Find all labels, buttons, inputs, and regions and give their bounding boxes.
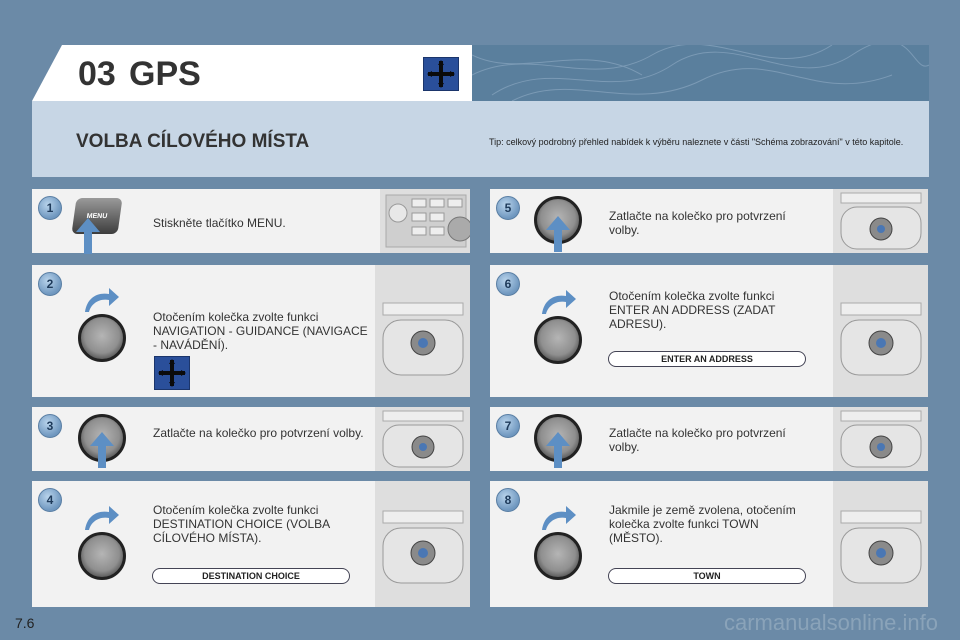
step-badge-1: 1 <box>38 196 62 220</box>
push-up-arrow-icon <box>76 218 100 254</box>
rotate-arrow-icon <box>540 506 576 532</box>
step-badge-8: 8 <box>496 488 520 512</box>
chapter-title: GPS <box>129 55 201 93</box>
step-badge-4: 4 <box>38 488 62 512</box>
gps-crosshair-icon <box>423 57 459 91</box>
rotate-arrow-icon <box>83 288 119 314</box>
step-badge-6: 6 <box>496 272 520 296</box>
rotary-knob-icon <box>534 316 582 364</box>
destination-choice-pill: DESTINATION CHOICE <box>152 568 350 584</box>
enter-address-pill: ENTER AN ADDRESS <box>608 351 806 367</box>
step-text-4: Otočením kolečka zvolte funkci DESTINATION CHOICE (VOLBA CÍLOVÉHO MÍSTA). <box>153 503 330 545</box>
header-map-background <box>472 45 929 101</box>
step-badge-5: 5 <box>496 196 520 220</box>
step-text-3: Zatlačte na kolečko pro potvrzení volby. <box>153 426 364 440</box>
device-illustration <box>380 189 470 253</box>
device-illustration <box>375 407 470 471</box>
town-pill: TOWN <box>608 568 806 584</box>
menu-button: MENU <box>71 198 122 234</box>
rotary-knob-icon <box>78 314 126 362</box>
step-badge-2: 2 <box>38 272 62 296</box>
step-text-7: Zatlačte na kolečko pro potvrzení volby. <box>609 426 786 454</box>
device-illustration <box>833 481 928 607</box>
step-text-8: Jakmile je země zvolena, otočením kolečka zvolte funkci TOWN (MĚSTO). <box>609 503 796 545</box>
tip-text: Tip: celkový podrobný přehled nabídek k výběru naleznete v části "Schéma zobrazování" v této kapitole. <box>489 137 904 147</box>
device-illustration <box>833 407 928 471</box>
gps-crosshair-icon <box>154 356 190 390</box>
rotate-arrow-icon <box>83 506 119 532</box>
step-text-5: Zatlačte na kolečko pro potvrzení volby. <box>609 209 786 237</box>
watermark: carmanualsonline.info <box>723 610 938 635</box>
step-badge-3: 3 <box>38 414 62 438</box>
rotary-knob-icon <box>78 532 126 580</box>
push-up-arrow-icon <box>90 432 114 468</box>
rotary-knob-icon <box>534 532 582 580</box>
device-illustration <box>833 265 928 397</box>
contour-map-decoration <box>472 45 929 101</box>
step-text-1: Stiskněte tlačítko MENU. <box>153 216 286 230</box>
device-illustration <box>833 189 928 253</box>
device-illustration <box>375 481 470 607</box>
device-illustration <box>375 265 470 397</box>
push-up-arrow-icon <box>546 216 570 252</box>
page-number: 7.6 <box>15 615 35 631</box>
chapter-number: 03 <box>78 55 116 93</box>
step-text-2: Otočením kolečka zvolte funkci NAVIGATION - GUIDANCE (NAVIGACE - NAVÁDĚNÍ). <box>153 310 368 352</box>
step-badge-7: 7 <box>496 414 520 438</box>
push-up-arrow-icon <box>546 432 570 468</box>
step-text-6: Otočením kolečka zvolte funkci ENTER AN ADDRESS (ZADAT ADRESU). <box>609 289 776 331</box>
section-title: VOLBA CÍLOVÉHO MÍSTA <box>76 131 310 152</box>
rotate-arrow-icon <box>540 290 576 316</box>
